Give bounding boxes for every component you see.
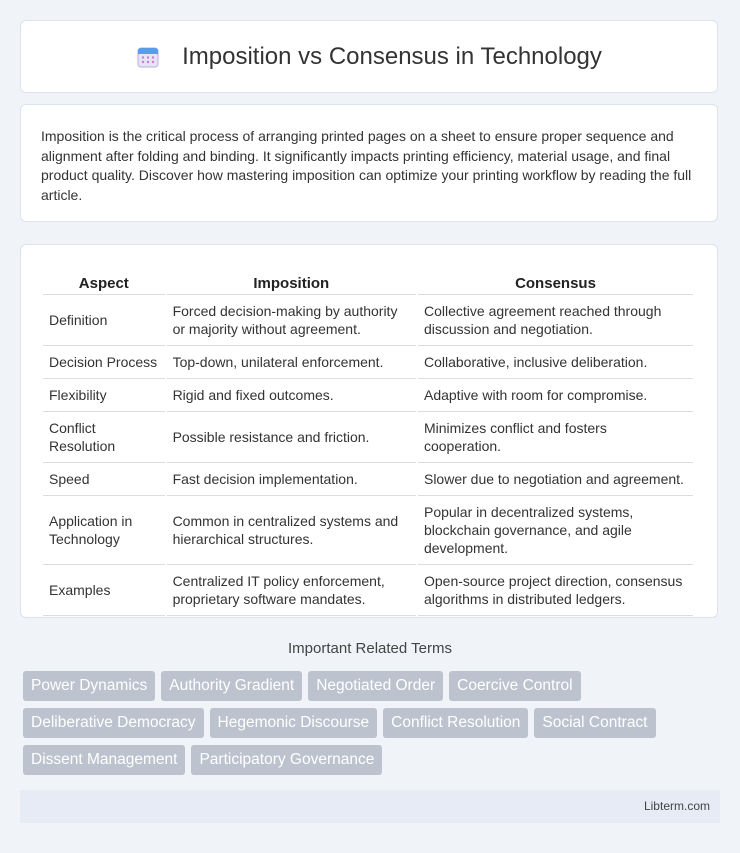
table-cell: Minimizes conflict and fosters cooperation. <box>418 412 693 463</box>
table-cell: Speed <box>43 463 165 496</box>
table-cell: Popular in decentralized systems, blockchain governance, and agile development. <box>418 496 693 565</box>
table-cell: Application in Technology <box>43 496 165 565</box>
footer-site-link[interactable]: Libterm.com <box>643 799 710 813</box>
comparison-card <box>20 244 718 618</box>
footer <box>20 790 720 823</box>
intro-text: Imposition is the critical process of arranging printed pages on a sheet to ensure proper sequence and alignment after folding and binding. It significantly impacts printing efficiency, material usage, and final product quality. Discover how mastering imposition can optimize your printing workflow by reading the full article. <box>41 128 692 203</box>
table-cell: Open-source project direction, consensus algorithms in distributed ledgers. <box>418 565 693 616</box>
table-cell: Common in centralized systems and hierarchical structures. <box>167 496 416 565</box>
table-cell: Adaptive with room for compromise. <box>418 379 693 412</box>
tag-deliberative-democracy[interactable]: Deliberative Democracy <box>23 708 204 738</box>
table-cell: Examples <box>43 565 165 616</box>
tag-conflict-resolution[interactable]: Conflict Resolution <box>383 708 528 738</box>
tag-coercive-control[interactable]: Coercive Control <box>449 671 580 701</box>
related-terms-heading: Important Related Terms <box>288 640 452 657</box>
intro-card <box>20 104 718 222</box>
table-cell: Slower due to negotiation and agreement. <box>418 463 693 496</box>
table-cell: Conflict Resolution <box>43 412 165 463</box>
tag-power-dynamics[interactable]: Power Dynamics <box>23 671 155 701</box>
table-row <box>43 565 693 616</box>
table-cell: Forced decision-making by authority or majority without agreement. <box>167 295 416 346</box>
table-cell: Centralized IT policy enforcement, proprietary software mandates. <box>167 565 416 616</box>
table-cell: Flexibility <box>43 379 165 412</box>
table-cell: Fast decision implementation. <box>167 463 416 496</box>
table-cell: Collective agreement reached through discussion and negotiation. <box>418 295 693 346</box>
related-terms-list <box>23 671 713 775</box>
tag-authority-gradient[interactable]: Authority Gradient <box>161 671 302 701</box>
header-card <box>20 20 718 93</box>
table-row <box>43 463 693 496</box>
tag-participatory-governance[interactable]: Participatory Governance <box>191 745 382 775</box>
tag-dissent-management[interactable]: Dissent Management <box>23 745 185 775</box>
comparison-table <box>41 265 695 616</box>
column-header-consensus: Consensus <box>418 265 693 295</box>
column-header-aspect: Aspect <box>43 265 165 295</box>
table-row <box>43 496 693 565</box>
page-title: Imposition vs Consensus in Technology <box>182 42 602 70</box>
tag-negotiated-order[interactable]: Negotiated Order <box>308 671 443 701</box>
table-cell: Collaborative, inclusive deliberation. <box>418 346 693 379</box>
table-row <box>43 379 693 412</box>
table-row <box>43 346 693 379</box>
table-cell: Definition <box>43 295 165 346</box>
tag-hegemonic-discourse[interactable]: Hegemonic Discourse <box>210 708 378 738</box>
table-row <box>43 295 693 346</box>
table-header-row <box>43 265 693 295</box>
calendar-icon <box>136 45 160 69</box>
table-cell: Decision Process <box>43 346 165 379</box>
table-cell: Possible resistance and friction. <box>167 412 416 463</box>
tag-social-contract[interactable]: Social Contract <box>534 708 655 738</box>
table-cell: Rigid and fixed outcomes. <box>167 379 416 412</box>
table-cell: Top-down, unilateral enforcement. <box>167 346 416 379</box>
column-header-imposition: Imposition <box>167 265 416 295</box>
table-row <box>43 412 693 463</box>
